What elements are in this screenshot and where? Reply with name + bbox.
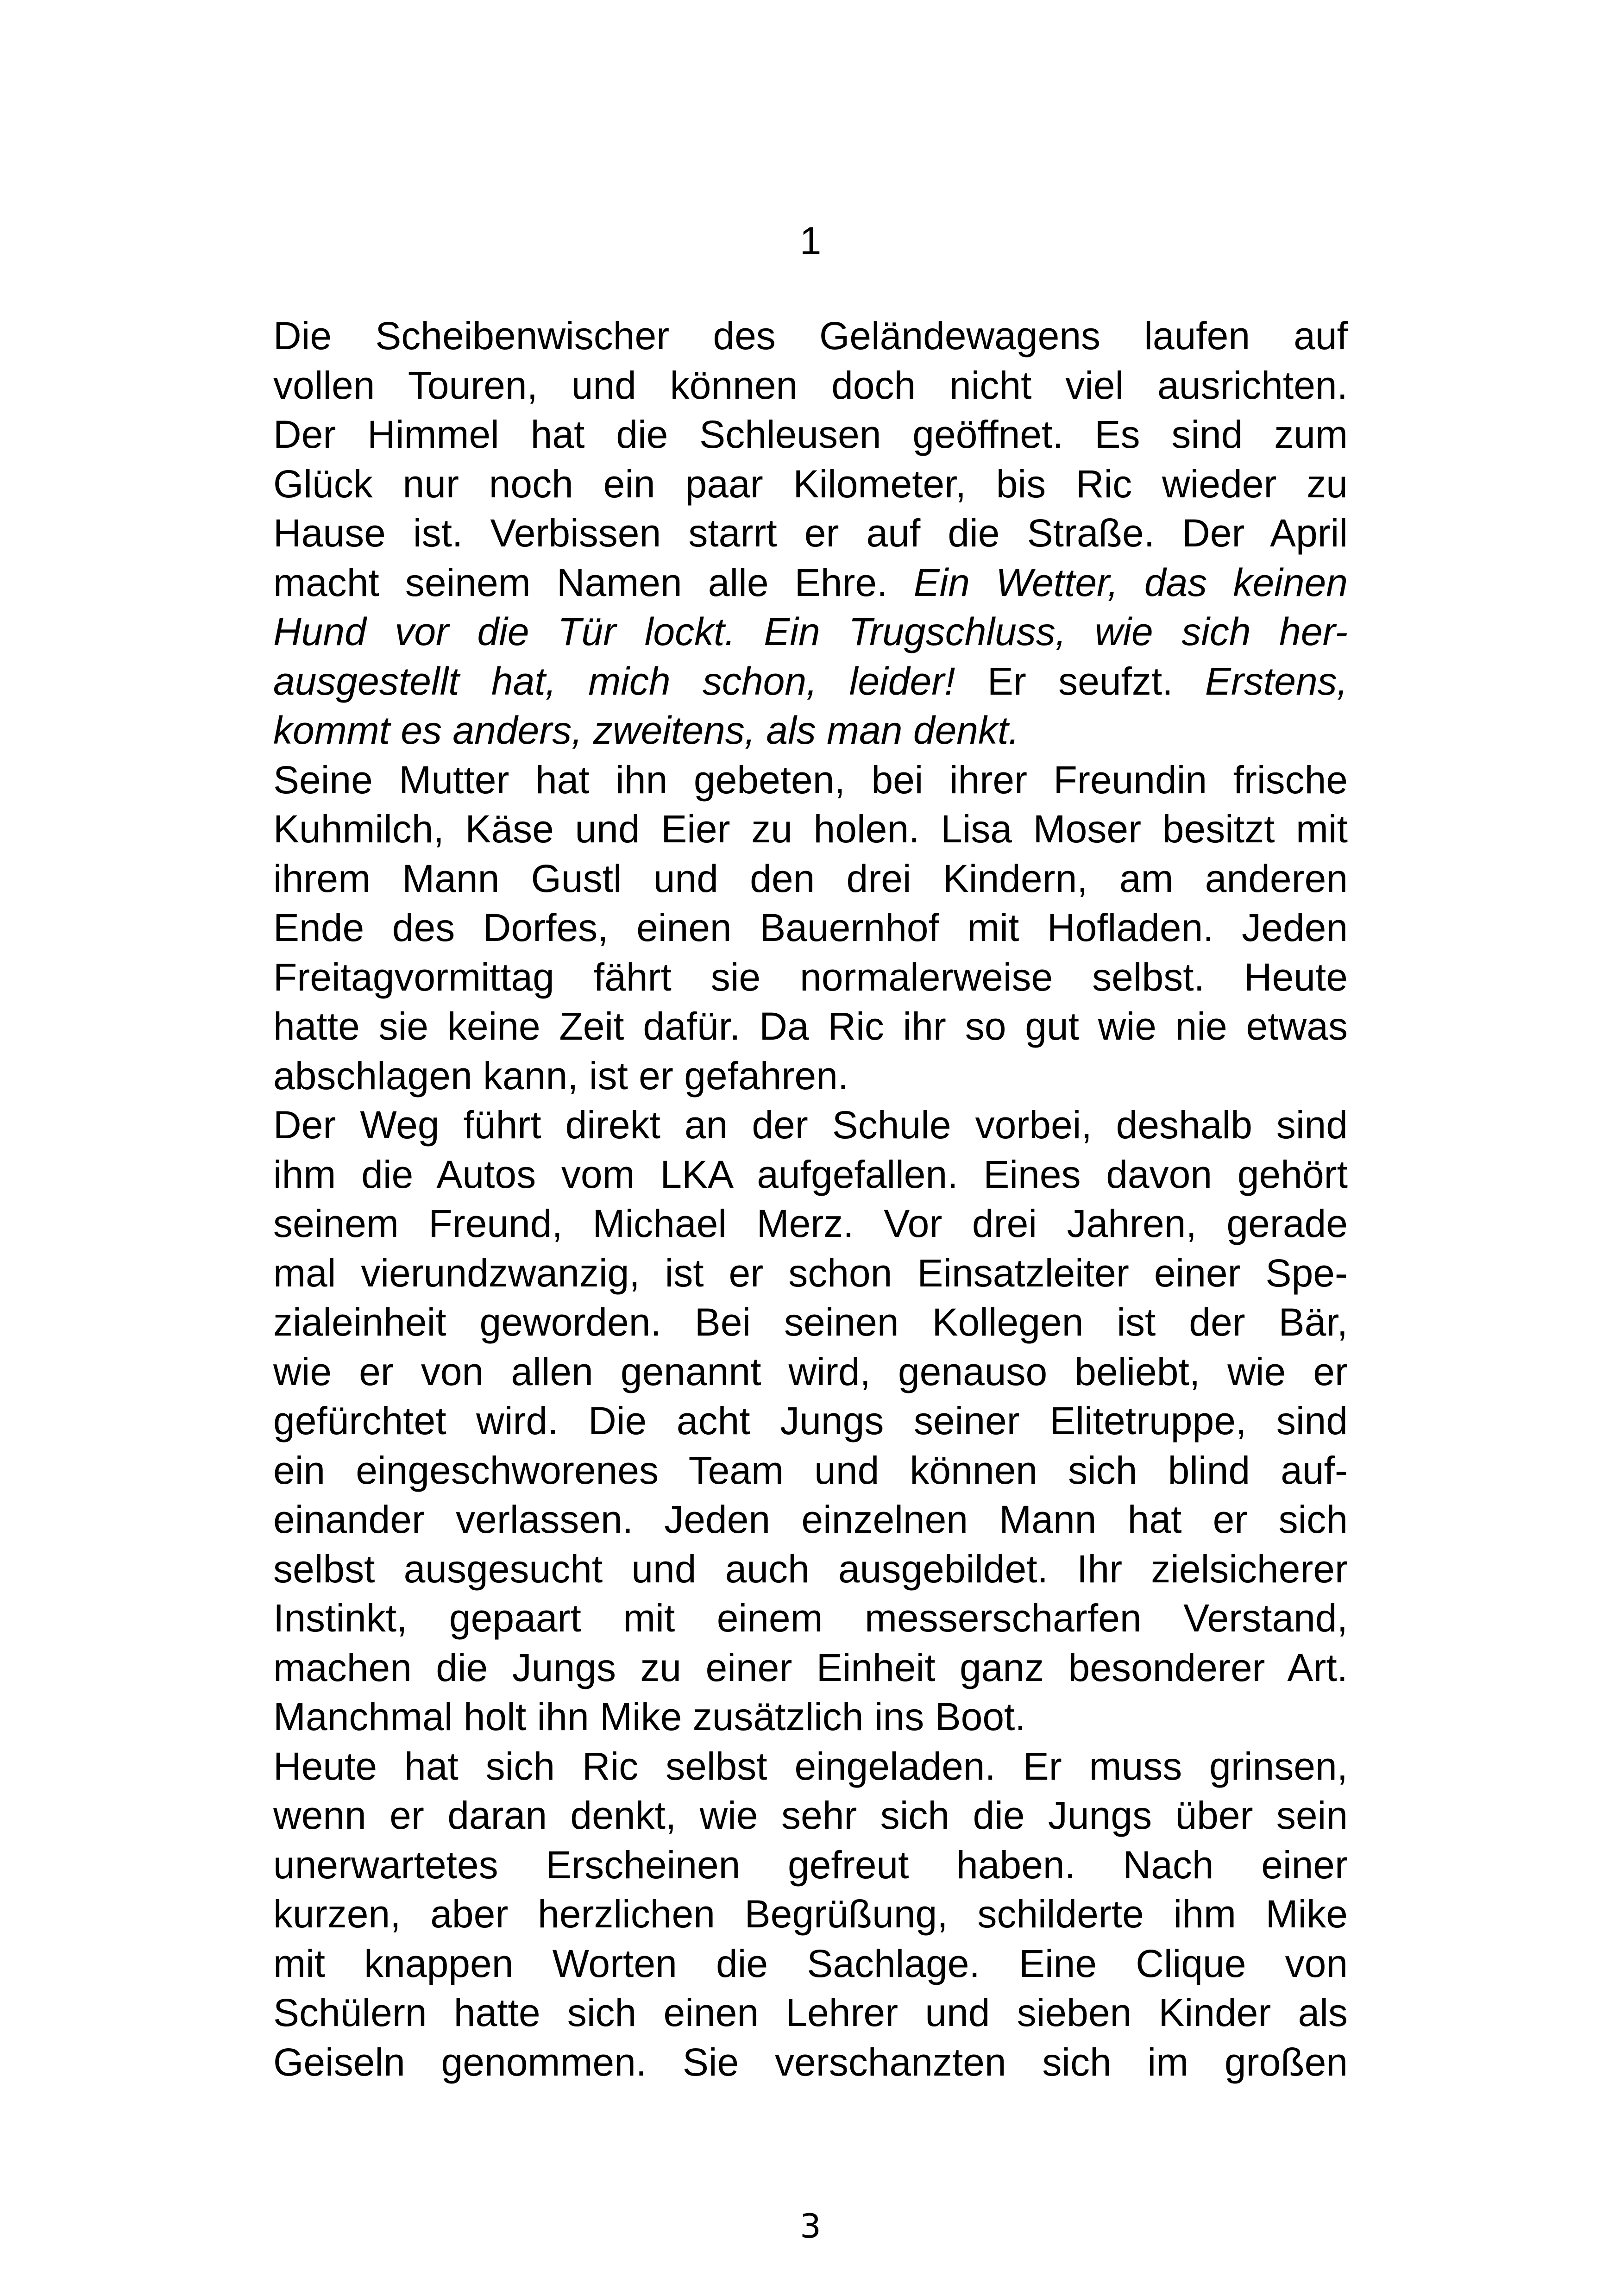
- text-line: [273, 1150, 1348, 1199]
- text-segment: Der Himmel hat die Schleusen geöffnet. Es sind zum: [273, 413, 1348, 456]
- text-segment: Heute hat sich Ric selbst eingeladen. Er muss grinsen,: [273, 1744, 1348, 1788]
- text-line: [273, 558, 1348, 608]
- text-segment: Der Weg führt direkt an der Schule vorbei, deshalb sind: [273, 1103, 1348, 1147]
- text-segment: ihm die Autos vom LKA aufgefallen. Eines davon gehört: [273, 1152, 1348, 1196]
- text-line: [273, 2038, 1348, 2087]
- text-segment: einander verlassen. Jeden einzelnen Mann hat er sich: [273, 1498, 1348, 1541]
- text-segment: wie er von allen genannt wird, genauso beliebt, wie er: [273, 1349, 1348, 1393]
- text-segment: ein eingeschworenes Team und können sich blind auf-: [273, 1448, 1348, 1492]
- text-line: [273, 1742, 1348, 1791]
- text-line: [273, 1889, 1348, 1939]
- text-line: [273, 410, 1348, 459]
- text-line: [273, 459, 1348, 509]
- text-line: [273, 607, 1348, 657]
- text-line: [273, 1593, 1348, 1643]
- text-segment: macht seinem Namen alle Ehre.: [273, 560, 914, 604]
- text-line: [273, 1643, 1348, 1693]
- text-line: [273, 508, 1348, 558]
- italic-text-segment: ausgestellt hat, mich schon, leider!: [273, 659, 955, 703]
- text-segment: Freitagvormittag fährt sie normalerweise selbst. Heute: [273, 955, 1348, 999]
- text-segment: zialeinheit geworden. Bei seinen Kollegen ist der Bär,: [273, 1300, 1348, 1344]
- text-segment: Kuhmilch, Käse und Eier zu holen. Lisa Moser besitzt mit: [273, 807, 1348, 851]
- text-line: [273, 311, 1348, 361]
- text-segment: Ende des Dorfes, einen Bauernhof mit Hofladen. Jeden: [273, 906, 1348, 949]
- text-line: [273, 1298, 1348, 1347]
- text-line: [273, 1051, 1348, 1101]
- text-segment: kurzen, aber herzlichen Begrüßung, schilderte ihm Mike: [273, 1892, 1348, 1936]
- chapter-number: 1: [799, 219, 822, 263]
- text-segment: Schülern hatte sich einen Lehrer und sieben Kinder als: [273, 1991, 1348, 2034]
- text-line: [273, 755, 1348, 805]
- text-segment: hatte sie keine Zeit dafür. Da Ric ihr so gut wie nie etwas: [273, 1004, 1348, 1048]
- text-segment: Er seufzt.: [955, 659, 1205, 703]
- page-number: 3: [800, 2207, 821, 2246]
- text-line: [273, 1002, 1348, 1051]
- text-segment: Seine Mutter hat ihn gebeten, bei ihrer Freundin frische: [273, 758, 1348, 802]
- text-segment: gefürchtet wird. Die acht Jungs seiner Elitetruppe, sind: [273, 1399, 1348, 1443]
- text-line: [273, 1988, 1348, 2038]
- text-line: [273, 903, 1348, 953]
- text-line: [273, 1396, 1348, 1446]
- text-segment: mit knappen Worten die Sachlage. Eine Clique von: [273, 1941, 1348, 1985]
- text-segment: wenn er daran denkt, wie sehr sich die Jungs über sein: [273, 1794, 1348, 1837]
- text-segment: abschlagen kann, ist er gefahren.: [273, 1054, 849, 1098]
- italic-text-segment: Hund vor die Tür lockt. Ein Trugschluss, wie sich her-: [273, 610, 1348, 653]
- text-segment: mal vierundzwanzig, ist er schon Einsatzleiter einer Spe-: [273, 1251, 1348, 1295]
- text-line: [273, 1199, 1348, 1248]
- text-line: [273, 706, 1348, 755]
- text-line: [273, 1347, 1348, 1397]
- text-line: [273, 1544, 1348, 1594]
- text-line: [273, 1791, 1348, 1840]
- italic-text-segment: Erstens,: [1205, 659, 1348, 703]
- text-line: [273, 1446, 1348, 1495]
- text-segment: ihrem Mann Gustl und den drei Kindern, am anderen: [273, 856, 1348, 900]
- text-segment: machen die Jungs zu einer Einheit ganz besonderer Art.: [273, 1645, 1348, 1689]
- text-line: [273, 1692, 1348, 1742]
- text-line: [273, 1495, 1348, 1544]
- text-line: [273, 953, 1348, 1002]
- text-segment: Hause ist. Verbissen starrt er auf die Straße. Der April: [273, 511, 1348, 555]
- text-segment: Die Scheibenwischer des Geländewagens laufen auf: [273, 314, 1348, 358]
- text-segment: selbst ausgesucht und auch ausgebildet. Ihr zielsicherer: [273, 1547, 1348, 1591]
- text-segment: seinem Freund, Michael Merz. Vor drei Jahren, gerade: [273, 1202, 1348, 1245]
- text-line: [273, 1248, 1348, 1298]
- text-segment: unerwartetes Erscheinen gefreut haben. Nach einer: [273, 1843, 1348, 1887]
- text-line: [273, 804, 1348, 854]
- text-line: [273, 361, 1348, 410]
- text-segment: vollen Touren, und können doch nicht viel ausrichten.: [273, 363, 1348, 407]
- text-line: [273, 854, 1348, 903]
- italic-text-segment: kommt es anders, zweitens, als man denkt.: [273, 709, 1019, 752]
- text-line: [273, 657, 1348, 706]
- text-segment: Geiseln genommen. Sie verschanzten sich im großen: [273, 2040, 1348, 2084]
- text-line: [273, 1100, 1348, 1150]
- text-line: [273, 1840, 1348, 1890]
- text-segment: Instinkt, gepaart mit einem messerscharfen Verstand,: [273, 1596, 1348, 1640]
- text-segment: Manchmal holt ihn Mike zusätzlich ins Boot.: [273, 1695, 1026, 1738]
- text-line: [273, 1939, 1348, 1989]
- text-segment: Glück nur noch ein paar Kilometer, bis Ric wieder zu: [273, 462, 1348, 506]
- body-text: [273, 311, 1348, 2087]
- italic-text-segment: Ein Wetter, das keinen: [913, 560, 1348, 604]
